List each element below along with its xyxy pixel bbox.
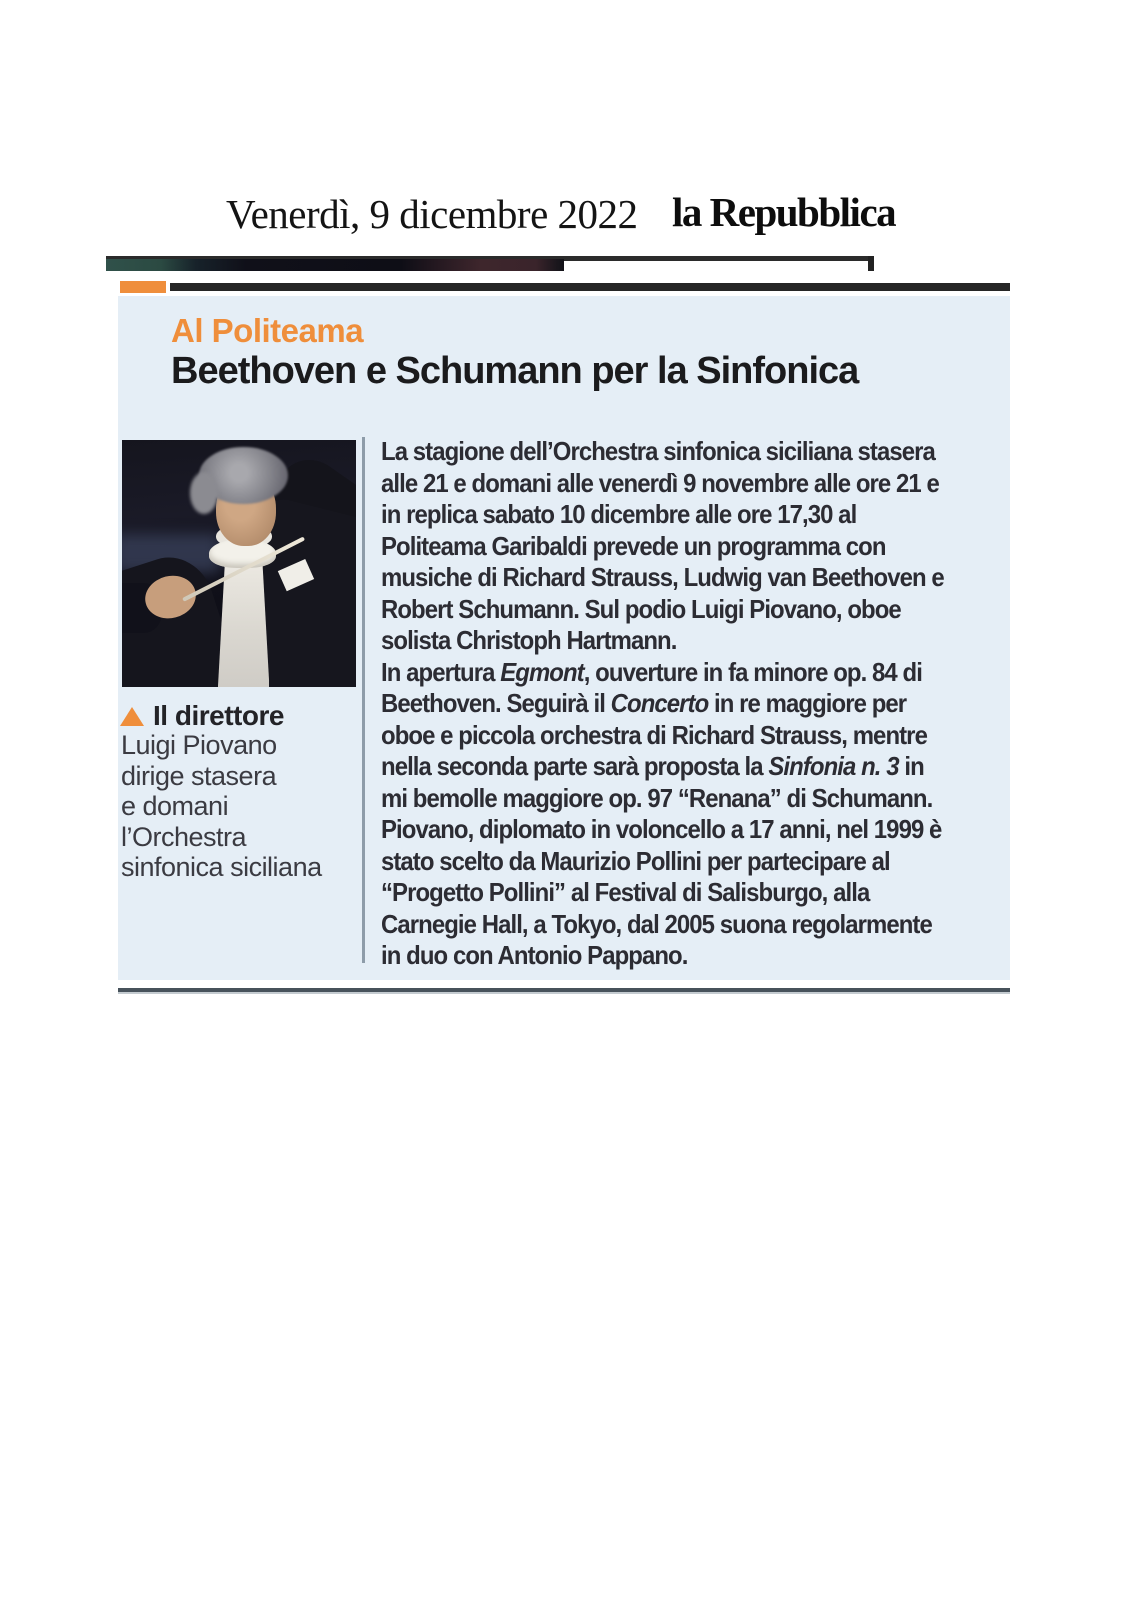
text-line: e domani [121, 791, 229, 821]
text-line: Luigi Piovano [121, 730, 277, 760]
section-bar-black [170, 283, 1010, 291]
section-marker-orange [120, 281, 166, 293]
text-line: In apertura Egmont, ouverture in fa minore op. 84 di [381, 656, 922, 687]
text-line: nella seconda parte sarà proposta la Sinfonia n. 3 in [381, 751, 924, 781]
caption-label: Il direttore [153, 700, 284, 731]
strip-end-tick [868, 256, 874, 271]
newspaper-logo: la Repubblica [672, 189, 896, 235]
text-line: stato scelto da Maurizio Pollini per partecipare al [381, 845, 890, 876]
text-line: in duo con Antonio Pappano. [381, 940, 688, 970]
edition-dateline: Venerdì, 9 dicembre 2022 [226, 191, 638, 237]
caption-text [121, 730, 322, 883]
triangle-up-icon [120, 707, 144, 726]
text-line: Beethoven. Seguirà il Concerto in re maggiore per [381, 688, 907, 718]
text-line: sinfonica siciliana [121, 852, 322, 882]
text-line: La stagione dell’Orchestra sinfonica siciliana stasera [381, 436, 935, 466]
text-line: l’Orchestra [121, 821, 247, 852]
article-body [381, 436, 1025, 972]
top-photo-strip [106, 256, 874, 271]
text-line: musiche di Richard Strauss, Ludwig van Beethoven e [381, 562, 944, 592]
text-line: mi bemolle maggiore op. 97 “Renana” di Schumann. [381, 782, 933, 813]
text-line: Piovano, diplomato in voloncello a 17 anni, nel 1999 è [381, 814, 942, 844]
article-headline: Beethoven e Schumann per la Sinfonica [171, 350, 859, 392]
conductor-hair-side [190, 472, 218, 514]
strip-film-segment [106, 259, 564, 271]
conductor-photo [122, 440, 356, 687]
caption-header [120, 700, 284, 732]
column-divider [362, 437, 365, 963]
bottom-rule [118, 988, 1010, 992]
text-line: solista Christoph Hartmann. [381, 625, 677, 655]
article-kicker: Al Politeama [171, 312, 364, 349]
text-line: Carnegie Hall, a Tokyo, dal 2005 suona regolarmente [381, 908, 932, 939]
text-line: in replica sabato 10 dicembre alle ore 17,30 al [381, 499, 857, 529]
text-line: Politeama Garibaldi prevede un programma con [381, 530, 886, 561]
text-line: Robert Schumann. Sul podio Luigi Piovano, oboe [381, 593, 901, 624]
text-line: “Progetto Pollini” al Festival di Salisburgo, alla [381, 877, 870, 907]
text-line: oboe e piccola orchestra di Richard Strauss, mentre [381, 719, 927, 750]
text-line: alle 21 e domani alle venerdì 9 novembre alle ore 21 e [381, 467, 939, 498]
text-line: dirige stasera [121, 760, 277, 791]
